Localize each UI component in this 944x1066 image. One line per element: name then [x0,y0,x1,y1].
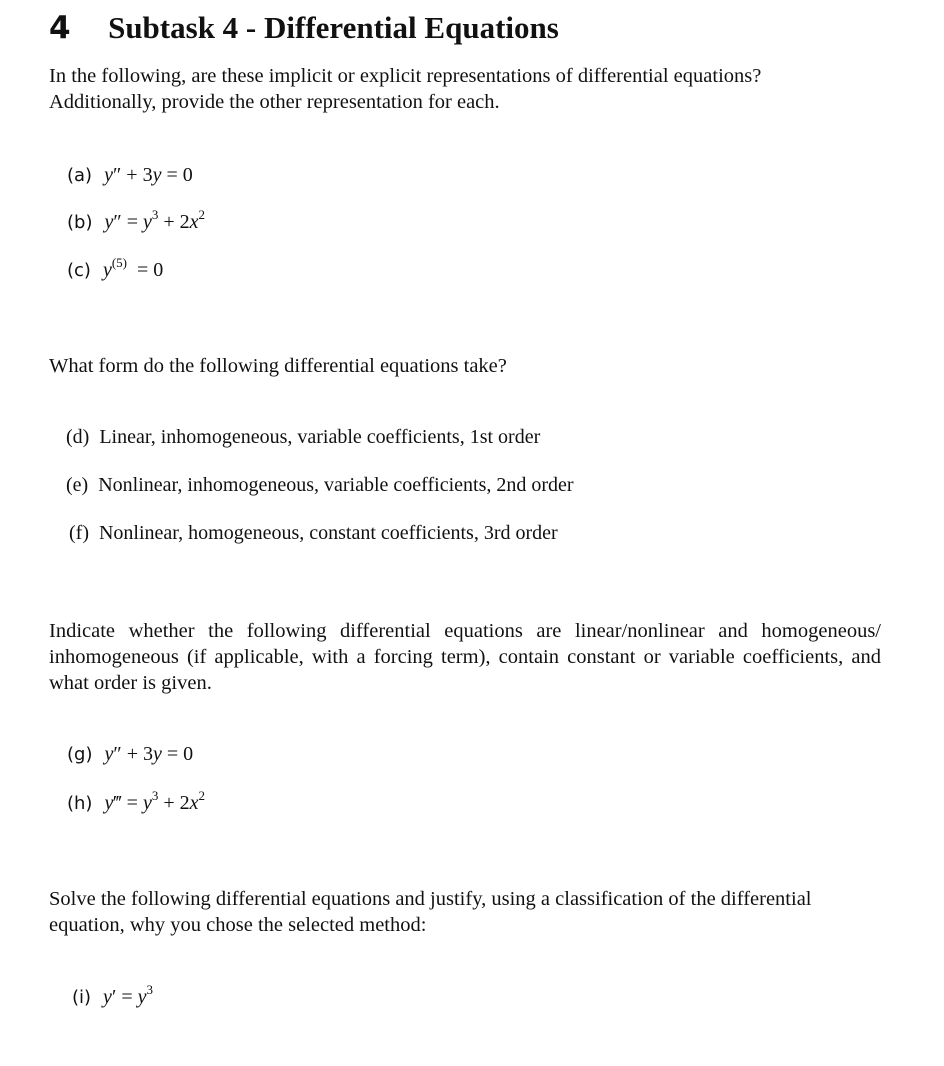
item-text: Nonlinear, inhomogeneous, variable coefficients, 2nd order [98,474,574,496]
part3-intro: Indicate whether the following differential equations are linear/nonlinear and homogeneous/ inhomogeneous (if applicable, with a forcing term), contain constant or variable coefficients, and what order is given. [49,620,881,694]
item-text: Linear, inhomogeneous, variable coefficients, 1st order [99,426,541,448]
part4-intro: Solve the following differential equations and justify, using a classification of the differential equation, why you chose the selected method: [49,888,812,936]
item-label: (a) [67,165,93,186]
item-label: (g) [67,744,93,765]
equation: y″ + 3y = 0 [104,164,193,186]
list-item [67,164,193,187]
section-heading [49,10,559,46]
item-label: (d) [66,426,90,448]
item-label: (e) [66,474,89,496]
part1-intro: In the following, are these implicit or explicit representations of differential equations? Additionally, provide the other representation for each. [49,65,762,113]
list-item [67,255,164,282]
item-label: (b) [67,212,93,233]
list-item [72,982,153,1009]
equation: y‴ = $y^3 + 2x^2$ [104,788,206,814]
item-label: (f) [69,522,89,544]
item-text: Nonlinear, homogeneous, constant coefficients, 3rd order [98,522,558,544]
equation: $y' = y^3$ [103,982,153,1008]
list-item [66,474,574,497]
item-label: (h) [67,793,93,814]
section-number: 4 [49,10,71,46]
equation: $y^{(5)} = 0$ [102,255,164,281]
item-label: (c) [67,260,91,281]
list-item [69,522,558,545]
list-item [67,788,206,815]
list-item [67,743,193,766]
list-item [66,426,540,449]
list-item [67,207,206,234]
equation: $y'' = y^3 + 2x^2$ [104,207,206,233]
equation: y″ + 3y = 0 [104,743,194,765]
part2-intro: What form do the following differential equations take? [49,355,507,377]
item-label: (i) [72,987,92,1008]
section-title: Subtask 4 - Differential Equations [108,10,559,45]
